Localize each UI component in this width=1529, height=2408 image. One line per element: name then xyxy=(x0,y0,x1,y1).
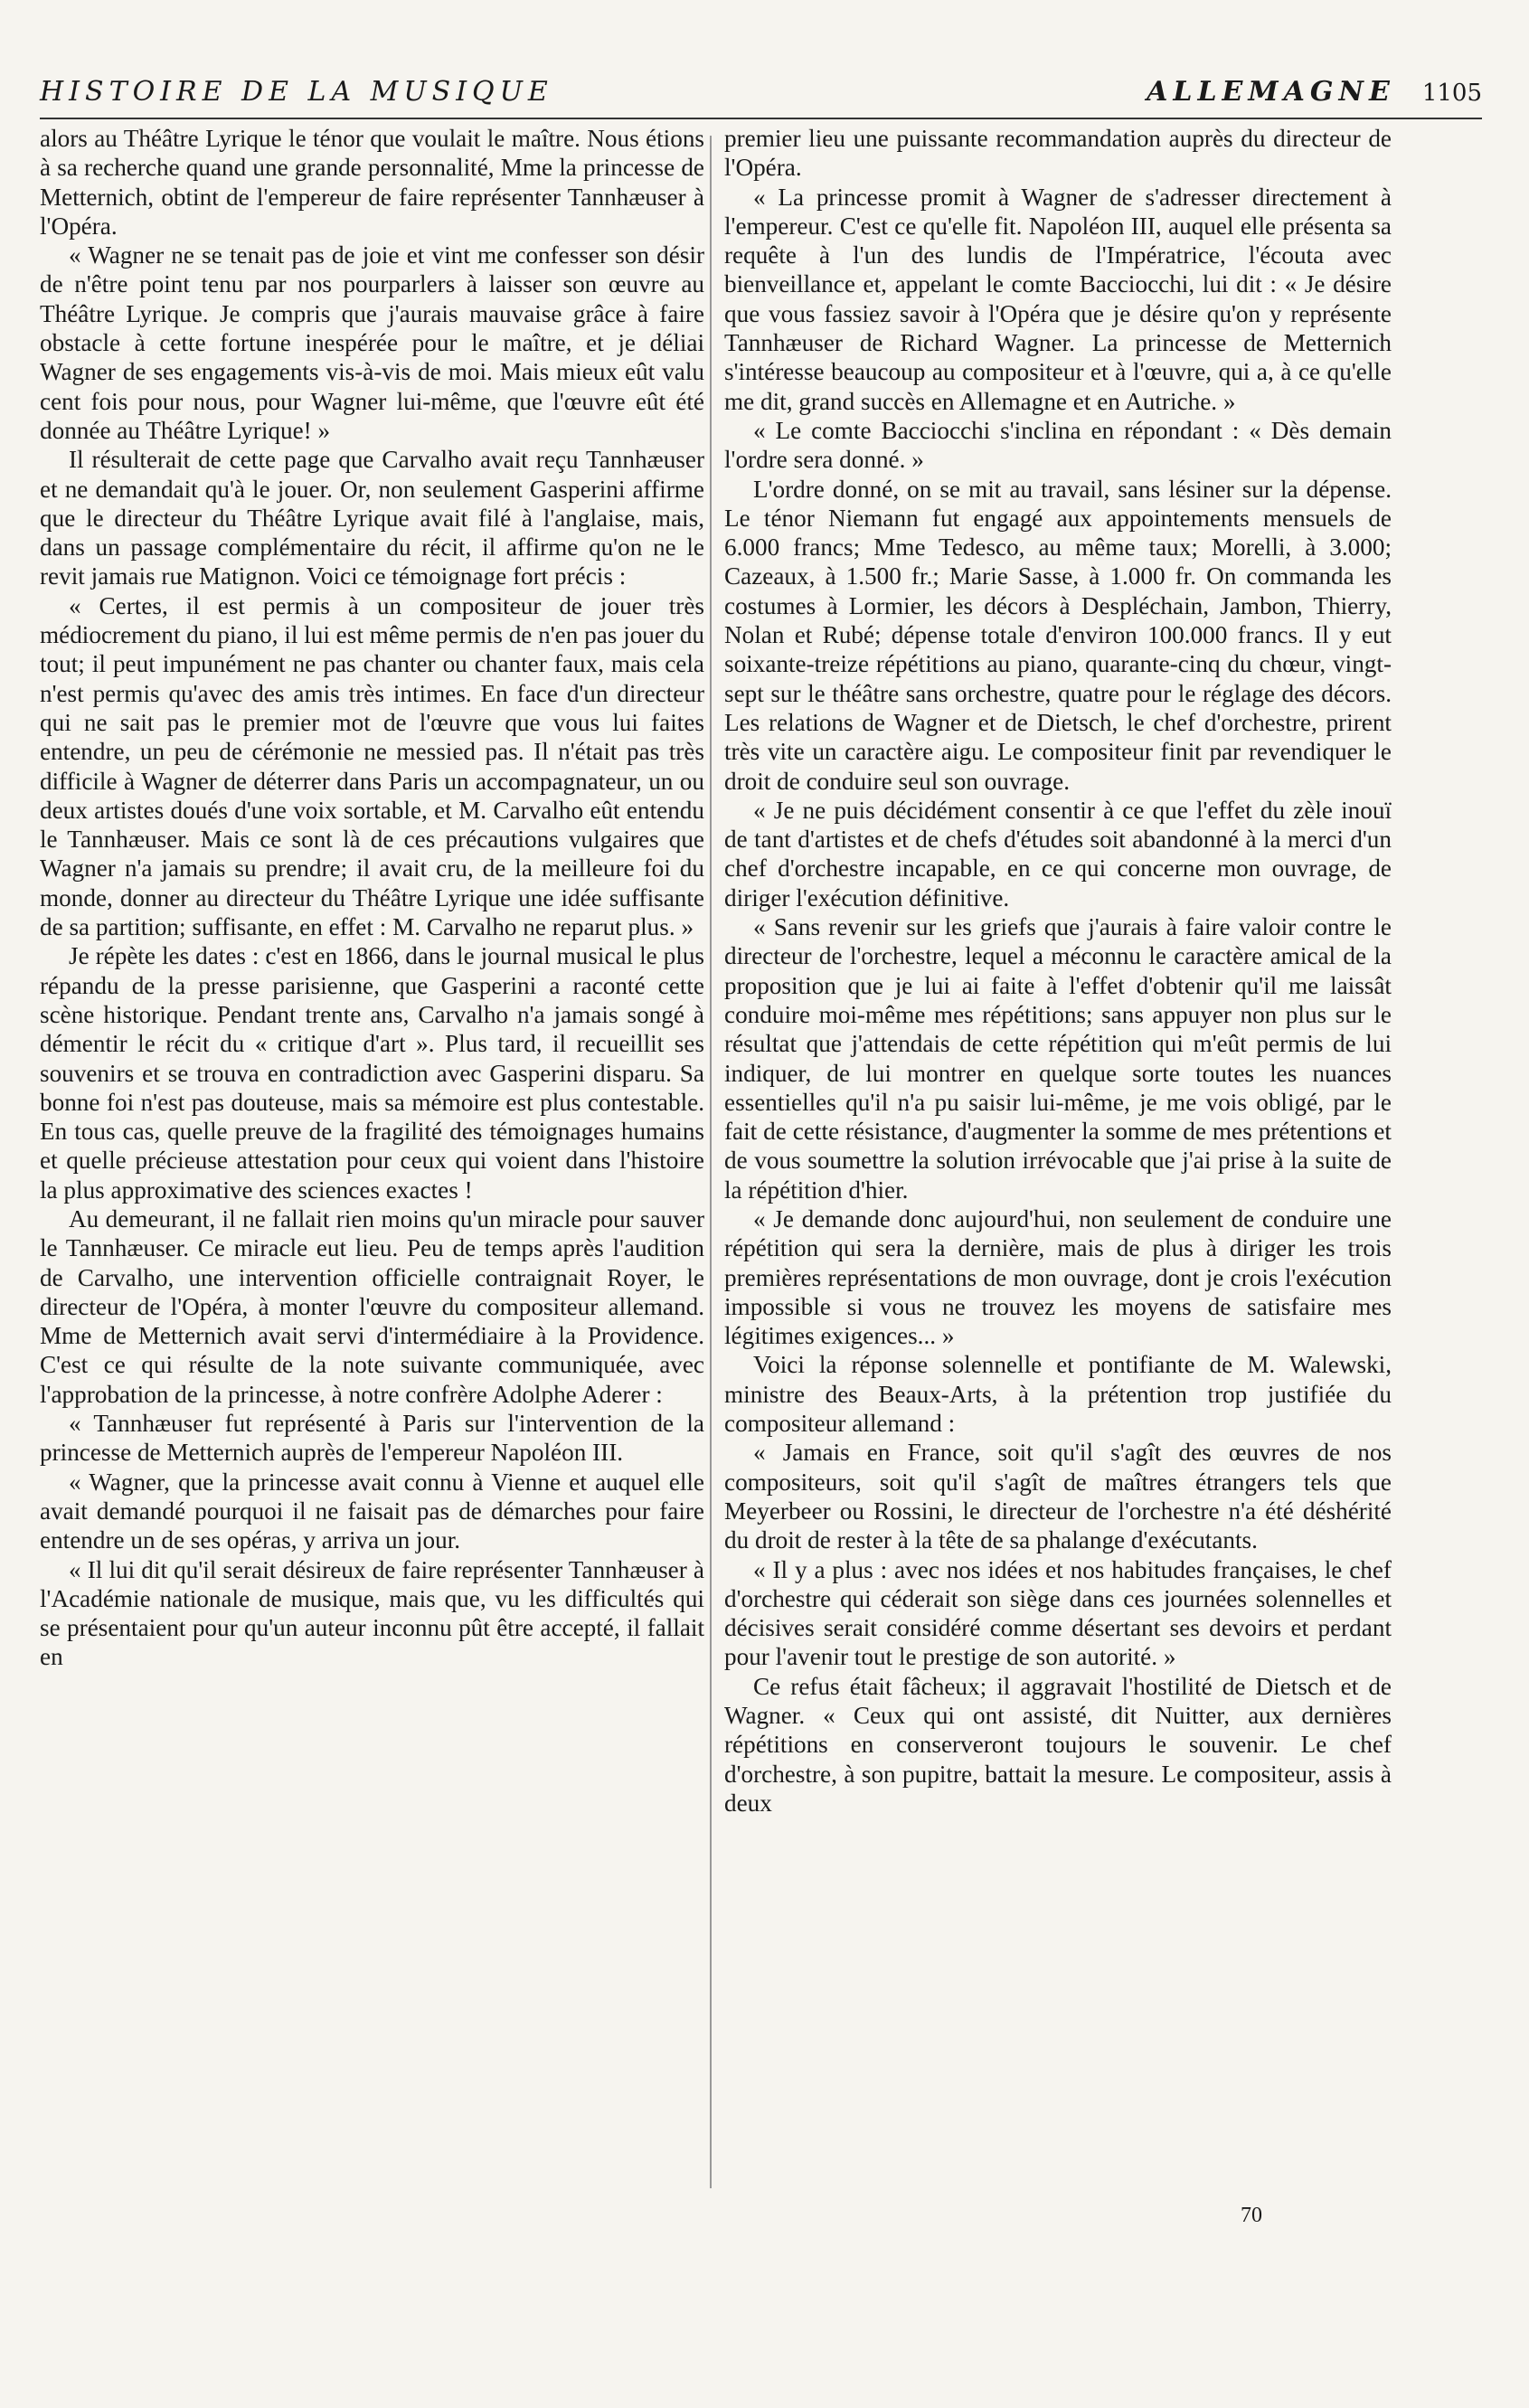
paragraph: Il résulterait de cette page que Carvalho avait reçu Tannhæuser et ne demandait qu'à le jouer. Or, non seulement Gasperini affirme que le directeur du Théâtre Lyrique avait filé à l'anglaise, mais, dans un passage complémentaire du récit, il affirme qu'on ne le revit jamais rue Matignon. Voici ce témoignage fort précis : xyxy=(40,446,704,590)
column-divider xyxy=(710,136,712,2188)
paragraph: L'ordre donné, on se mit au travail, sans lésiner sur la dépense. Le ténor Niemann fut engagé aux appointements mensuels de 6.000 francs; Mme Tedesco, au même taux; Morelli, à 3.000; Cazeaux, à 1.500 fr.; Marie Sasse, à 1.000 fr. On commanda les costumes à Lormier, les décors à Despléchain, Jambon, Thierry, Nolan et Rubé; dépense totale d'environ 100.000 francs. Il y eut soixante-treize répétitions au piano, quarante-cinq du chœur, vingt-sept sur le théâtre sans orchestre, quatre pour le réglage des décors. Les relations de Wagner et de Dietsch, le chef d'orchestre, prirent très vite un caractère aigu. Le compositeur finit par revendiquer le droit de conduire seul son ouvrage. xyxy=(724,475,1392,795)
right-column xyxy=(724,124,1392,2195)
paragraph: premier lieu une puissante recommandation auprès du directeur de l'Opéra. xyxy=(724,125,1392,182)
running-header xyxy=(40,76,1482,116)
paragraph: « Je ne puis décidément consentir à ce que l'effet du zèle inouï de tant d'artistes et de chefs d'études soit abandonné à la merci d'un chef d'orchestre incapable, en ce qui concerne mon ouvrage, de diriger l'exécution définitive. xyxy=(724,796,1392,911)
paragraph: Au demeurant, il ne fallait rien moins qu'un miracle pour sauver le Tannhæuser. Ce miracle eut lieu. Peu de temps après l'audition de Carvalho, une intervention officielle contraignait Royer, le directeur de l'Opéra, à monter l'œuvre du compositeur allemand. Mme de Metternich avait servi d'intermédiaire à la Providence. C'est ce qui résulte de la note suivante communiquée, avec l'approbation de la princesse, à notre confrère Adolphe Aderer : xyxy=(40,1204,704,1408)
paragraph: « Sans revenir sur les griefs que j'aurais à faire valoir contre le directeur de l'orchestre, lequel a méconnu le caractère amical de la proposition que je lui ai faite à l'effet d'obtenir qu'il me laissât conduire moi-même mes répétitions; sans appuyer non plus sur le résultat que j'attendais de cette répétition qui m'eût permis de lui indiquer, de lui montrer en quelque sorte toutes les nuances essentielles qu'il n'a pu saisir lui-même, je me vois obligé, par le fait de cette résistance, d'augmenter la somme de mes prétentions et de vous soumettre la solution irrévocable que j'ai prise à la suite de la répétition d'hier. xyxy=(724,913,1392,1204)
paragraph: Ce refus était fâcheux; il aggravait l'hostilité de Dietsch et de Wagner. « Ceux qui ont assisté, dit Nuitter, aux dernières répétitions en conserveront toujours le souvenir. Le chef d'orchestre, à son pupitre, battait la mesure. Le compositeur, assis à deux xyxy=(724,1672,1392,1817)
paragraph: « Je demande donc aujourd'hui, non seulement de conduire une répétition qui sera la dernière, mais de plus à diriger les trois premières représentations de mon ouvrage, dont je crois l'exécution impossible si vous ne trouvez les moyens de satisfaire mes légitimes exigences... » xyxy=(724,1204,1392,1350)
page-number: 1105 xyxy=(1421,80,1482,107)
left-column xyxy=(40,124,704,2195)
paragraph: Je répète les dates : c'est en 1866, dans le journal musical le plus répandu de la presse parisienne, que Gasperini a raconté cette scène historique. Pendant trente ans, Carvalho n'a jamais songé à démentir le récit du « critique d'art ». Plus tard, il recueillit ses souvenirs et se trouva en contradiction avec Gasperini disparu. Sa bonne foi n'est pas douteuse, mais sa mémoire est plus contestable. En tous cas, quelle preuve de la fragilité des témoignages humains et quelle précieuse attestation pour ceux qui voient dans l'histoire la plus approximative des sciences exactes ! xyxy=(40,942,704,1204)
paragraph: « Jamais en France, soit qu'il s'agît des œuvres de nos compositeurs, soit qu'il s'agît de maîtres étrangers tels que Meyerbeer ou Rossini, le directeur de l'orchestre n'a été déshérité du droit de rester à la tête de sa phalange d'exécutants. xyxy=(724,1439,1392,1554)
paragraph: « Le comte Bacciocchi s'inclina en répondant : « Dès demain l'ordre sera donné. » xyxy=(724,416,1392,474)
paragraph: « Wagner ne se tenait pas de joie et vint me confesser son désir de n'être point tenu par nos pourparlers à laisser son œuvre au Théâtre Lyrique. Je compris que j'aurais mauvaise grâce à faire obstacle à cette fortune inespérée pour le maître, et je déliai Wagner de ses engagements vis-à-vis de moi. Mais mieux eût valu cent fois pour nous, pour Wagner lui-même, que l'œuvre eût été donnée au Théâtre Lyrique! » xyxy=(40,241,704,444)
printer-signature: 70 xyxy=(1241,2204,1262,2227)
paragraph: « Tannhæuser fut représenté à Paris sur l'intervention de la princesse de Metternich auprès de l'empereur Napoléon III. xyxy=(40,1410,704,1467)
paragraph: alors au Théâtre Lyrique le ténor que voulait le maître. Nous étions à sa recherche quand une grande personnalité, Mme la princesse de Metternich, obtint de l'empereur de faire représenter Tannhæuser à l'Opéra. xyxy=(40,125,704,240)
paragraph: « Il lui dit qu'il serait désireux de faire représenter Tannhæuser à l'Académie nationale de musique, mais que, vu les difficultés qui se présentaient pour qu'un auteur inconnu pût être accepté, il fallait en xyxy=(40,1555,704,1671)
header-rule xyxy=(40,118,1482,119)
paragraph: « Certes, il est permis à un compositeur de jouer très médiocrement du piano, il lui est même permis de n'en pas jouer du tout; il peut impunément ne pas chanter ou chanter faux, mais cela n'est permis qu'avec des amis très intimes. En face d'un directeur qui ne sait pas le premier mot de l'œuvre que vous lui faites entendre, un peu de cérémonie ne messied pas. Il n'était pas très difficile à Wagner de déterrer dans Paris un accompagnateur, un ou deux artistes doués d'une voix sortable, et M. Carvalho eût entendu le Tannhæuser. Mais ce sont là de ces précautions vulgaires que Wagner n'a jamais su prendre; il avait cru, de la meilleure foi du monde, donner au directeur du Théâtre Lyrique une idée suffisante de sa partition; suffisante, en effet : M. Carvalho ne reparut plus. » xyxy=(40,591,704,941)
paragraph: Voici la réponse solennelle et pontifiante de M. Walewski, ministre des Beaux-Arts, à la prétention trop justifiée du compositeur allemand : xyxy=(724,1351,1392,1438)
paragraph: « La princesse promit à Wagner de s'adresser directement à l'empereur. C'est ce qu'elle fit. Napoléon III, auquel elle présenta sa requête à l'un des lundis de l'Impératrice, l'écouta avec bienveillance et, appelant le comte Bacciocchi, lui dit : « Je désire que vous fassiez savoir à l'Opéra que je désire qu'on y représente Tannhæuser de Richard Wagner. La princesse de Metternich s'intéresse beaucoup au compositeur et à l'œuvre, qui a, à ce qu'elle me dit, grand succès en Allemagne et en Autriche. » xyxy=(724,183,1392,415)
running-title: HISTOIRE DE LA MUSIQUE xyxy=(40,76,553,108)
paragraph: « Wagner, que la princesse avait connu à Vienne et auquel elle avait demandé pourquoi il ne faisait pas de démarches pour faire entendre un de ses opéras, y arriva un jour. xyxy=(40,1468,704,1554)
paragraph: « Il y a plus : avec nos idées et nos habitudes françaises, le chef d'orchestre qui céderait son siège dans ces journées solennelles et décisives serait considéré comme désertant ses devoirs et perdant pour l'avenir tout le prestige de son autorité. » xyxy=(724,1555,1392,1671)
section-title: ALLEMAGNE xyxy=(1147,76,1395,108)
header-right xyxy=(1147,76,1482,108)
